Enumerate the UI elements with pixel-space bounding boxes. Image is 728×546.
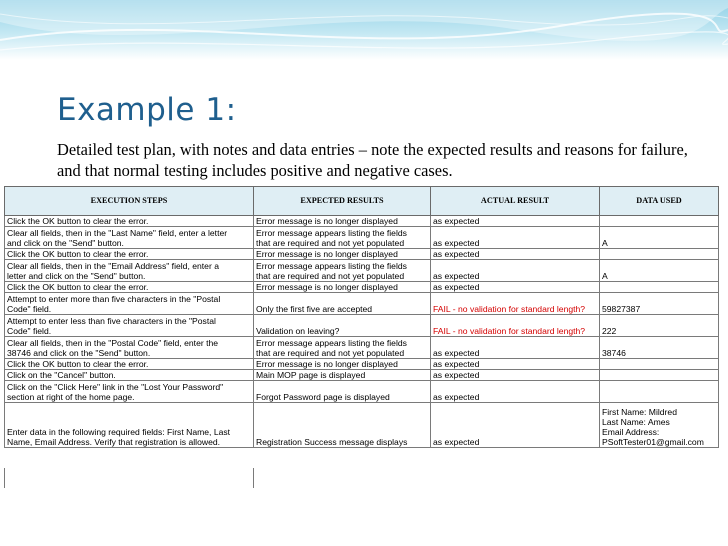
slide-title: Example 1:: [57, 92, 237, 128]
table-row: [5, 282, 719, 293]
expected-result-cell: [254, 337, 431, 359]
actual-result-cell-text: as expected: [433, 348, 480, 358]
data-used-cell: [600, 227, 719, 249]
expected-result-cell-line: that are required and not yet populated: [256, 348, 405, 358]
actual-result-cell-text: as expected: [433, 271, 480, 281]
expected-result-cell-line: that are required and not yet populated: [256, 271, 405, 281]
header-banner: [0, 0, 728, 60]
expected-result-cell: [254, 381, 431, 403]
execution-step-cell-line: 38746 and click on the "Send" button.: [7, 348, 151, 358]
expected-result-cell-line: Only the first five are accepted: [256, 304, 373, 314]
execution-step-cell-line: Click on the "Cancel" button.: [7, 370, 116, 380]
data-used-cell: [600, 381, 719, 403]
execution-step-cell: [5, 403, 254, 448]
execution-step-cell-line: Code" field.: [7, 326, 52, 336]
actual-result-cell-text: as expected: [433, 238, 480, 248]
table-row: [5, 370, 719, 381]
actual-result-cell: [431, 370, 600, 381]
execution-step-cell-line: Clear all fields, then in the "Postal Code" field, enter the: [7, 338, 219, 348]
expected-result-cell: [254, 403, 431, 448]
test-plan-table-container: [4, 186, 718, 448]
data-used-cell-line: 59827387: [602, 304, 641, 314]
table-row: [5, 249, 719, 260]
column-header-data-used: DATA USED: [600, 187, 719, 216]
table-row: [5, 403, 719, 448]
actual-result-cell: [431, 282, 600, 293]
execution-step-cell-line: Click on the "Click Here" link in the "Lost Your Password": [7, 382, 224, 392]
expected-result-cell-line: Registration Success message displays: [256, 437, 408, 447]
data-used-cell-line: A: [602, 238, 608, 248]
table-header-row: [5, 187, 719, 216]
actual-result-cell-text: as expected: [433, 370, 480, 380]
actual-result-cell-text: as expected: [433, 437, 480, 447]
execution-step-cell-line: Enter data in the following required fields: First Name, Last: [7, 427, 231, 437]
actual-result-cell: [431, 315, 600, 337]
actual-result-cell: [431, 227, 600, 249]
column-header-expected-results: EXPECTED RESULTS: [254, 187, 431, 216]
table-row: [5, 260, 719, 282]
column-header-actual-result: ACTUAL RESULT: [431, 187, 600, 216]
table-border-tail-mid: [253, 468, 254, 488]
execution-step-cell-line: Attempt to enter less than five characters in the "Postal: [7, 316, 216, 326]
test-plan-table: [4, 186, 719, 448]
execution-step-cell: [5, 337, 254, 359]
execution-step-cell: [5, 370, 254, 381]
data-used-cell: [600, 293, 719, 315]
expected-result-cell: [254, 370, 431, 381]
data-used-cell: [600, 282, 719, 293]
expected-result-cell-line: Error message appears listing the fields: [256, 228, 407, 238]
expected-result-cell: [254, 249, 431, 260]
expected-result-cell-line: that are required and not yet populated: [256, 238, 405, 248]
execution-step-cell: [5, 282, 254, 293]
execution-step-cell-line: Click the OK button to clear the error.: [7, 359, 149, 369]
expected-result-cell: [254, 315, 431, 337]
execution-step-cell: [5, 260, 254, 282]
data-used-cell: [600, 216, 719, 227]
execution-step-cell: [5, 227, 254, 249]
expected-result-cell-line: Validation on leaving?: [256, 326, 340, 336]
execution-step-cell: [5, 293, 254, 315]
expected-result-cell-line: Error message is no longer displayed: [256, 359, 398, 369]
table-row: [5, 315, 719, 337]
table-row: [5, 216, 719, 227]
expected-result-cell-line: Main MOP page is displayed: [256, 370, 366, 380]
actual-result-cell: [431, 260, 600, 282]
execution-step-cell-line: Attempt to enter more than five characters in the "Postal: [7, 294, 221, 304]
expected-result-cell: [254, 216, 431, 227]
data-used-cell-line: PSoftTester01@gmail.com: [602, 437, 704, 447]
actual-result-cell-text: FAIL - no validation for standard length?: [433, 304, 586, 314]
data-used-cell-line: First Name: Mildred: [602, 407, 677, 417]
table-row: [5, 381, 719, 403]
expected-result-cell-line: Forgot Password page is displayed: [256, 392, 390, 402]
data-used-cell: [600, 370, 719, 381]
table-border-tail-left: [4, 468, 5, 488]
actual-result-cell-text: as expected: [433, 282, 480, 292]
execution-step-cell-line: and click on the "Send" button.: [7, 238, 124, 248]
execution-step-cell-line: Click the OK button to clear the error.: [7, 249, 149, 259]
data-used-cell-line: A: [602, 271, 608, 281]
data-used-cell: [600, 359, 719, 370]
expected-result-cell: [254, 282, 431, 293]
expected-result-cell: [254, 227, 431, 249]
data-used-cell-line: 222: [602, 326, 617, 336]
table-row: [5, 359, 719, 370]
execution-step-cell: [5, 249, 254, 260]
data-used-cell-line: Last Name: Ames: [602, 417, 670, 427]
expected-result-cell-line: Error message is no longer displayed: [256, 249, 398, 259]
table-row: [5, 227, 719, 249]
data-used-cell-line: Email Address:: [602, 427, 660, 437]
data-used-cell: [600, 315, 719, 337]
execution-step-cell-line: Clear all fields, then in the "Last Name" field, enter a letter: [7, 228, 228, 238]
actual-result-cell: [431, 337, 600, 359]
execution-step-cell-line: letter and click on the "Send" button.: [7, 271, 146, 281]
actual-result-cell: [431, 359, 600, 370]
column-header-execution-steps: EXECUTION STEPS: [5, 187, 254, 216]
data-used-cell: [600, 403, 719, 448]
execution-step-cell: [5, 381, 254, 403]
execution-step-cell-line: Clear all fields, then in the "Email Address" field, enter a: [7, 261, 219, 271]
slide-description: Detailed test plan, with notes and data entries – note the expected results and reasons for failure, and that normal testing includes positive and negative cases.: [57, 140, 688, 180]
expected-result-cell-line: Error message is no longer displayed: [256, 216, 398, 226]
expected-result-cell-line: Error message appears listing the fields: [256, 338, 407, 348]
expected-result-cell: [254, 260, 431, 282]
data-used-cell: [600, 337, 719, 359]
expected-result-cell: [254, 293, 431, 315]
execution-step-cell-line: Click the OK button to clear the error.: [7, 216, 149, 226]
actual-result-cell: [431, 403, 600, 448]
table-body: [5, 216, 719, 448]
execution-step-cell-line: section at right of the home page.: [7, 392, 135, 402]
data-used-cell: [600, 249, 719, 260]
table-row: [5, 293, 719, 315]
actual-result-cell: [431, 216, 600, 227]
execution-step-cell-line: Name, Email Address. Verify that registration is allowed.: [7, 437, 221, 447]
expected-result-cell-line: Error message is no longer displayed: [256, 282, 398, 292]
execution-step-cell: [5, 216, 254, 227]
wave-decoration: [0, 0, 728, 60]
execution-step-cell: [5, 359, 254, 370]
actual-result-cell: [431, 381, 600, 403]
expected-result-cell: [254, 359, 431, 370]
actual-result-cell: [431, 249, 600, 260]
actual-result-cell-text: as expected: [433, 249, 480, 259]
data-used-cell-line: 38746: [602, 348, 626, 358]
actual-result-cell-text: as expected: [433, 216, 480, 226]
execution-step-cell-line: Click the OK button to clear the error.: [7, 282, 149, 292]
actual-result-cell-text: FAIL - no validation for standard length?: [433, 326, 586, 336]
actual-result-cell-text: as expected: [433, 359, 480, 369]
data-used-cell: [600, 260, 719, 282]
execution-step-cell: [5, 315, 254, 337]
expected-result-cell-line: Error message appears listing the fields: [256, 261, 407, 271]
actual-result-cell: [431, 293, 600, 315]
execution-step-cell-line: Code" field.: [7, 304, 52, 314]
table-row: [5, 337, 719, 359]
actual-result-cell-text: as expected: [433, 392, 480, 402]
